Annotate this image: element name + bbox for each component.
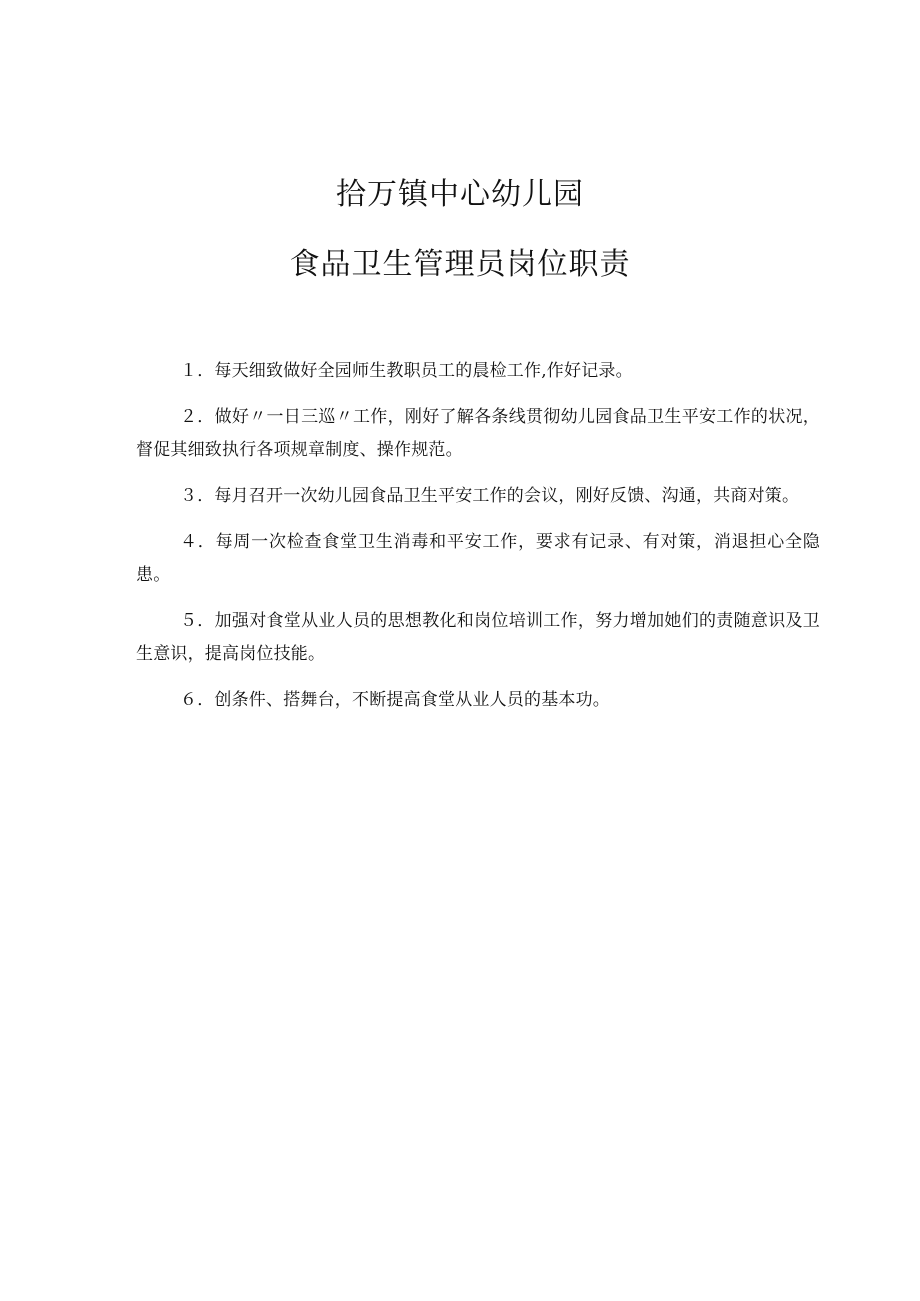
- duties-list: [136, 355, 820, 730]
- duty-item-3: ３．每月召开一次幼儿园食品卫生平安工作的会议，刚好反馈、沟通，共商对策。: [180, 486, 800, 506]
- duty-item-1: １．每天细致做好全园师生教职员工的晨检工作,作好记录。: [180, 361, 633, 381]
- duty-item-2: ２．做好〃一日三巡〃工作，刚好了解各条线贯彻幼儿园食品卫生平安工作的状况，督促其细致执行各项规章制度、操作规范。: [136, 407, 820, 460]
- title-school-name: 拾万镇中心幼儿园: [336, 177, 584, 212]
- duty-item-5: ５．加强对食堂从业人员的思想教化和岗位培训工作，努力增加她们的责随意识及卫生意识，提高岗位技能。: [136, 611, 820, 664]
- duty-item-4: ４．每周一次检查食堂卫生消毒和平安工作，要求有记录、有对策，消退担心全隐患。: [136, 532, 820, 585]
- duty-item-6: ６．创条件、搭舞台，不断提高食堂从业人员的基本功。: [180, 690, 610, 710]
- title-job-name: 食品卫生管理员岗位职责: [289, 247, 631, 282]
